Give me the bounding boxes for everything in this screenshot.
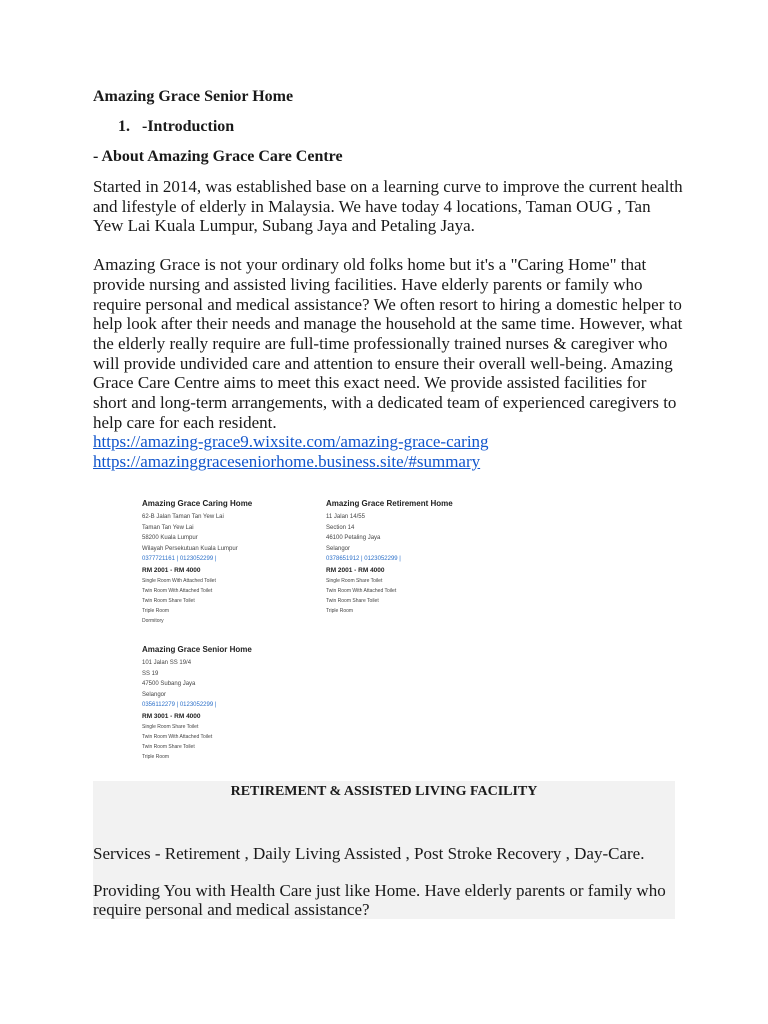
location-card (142, 644, 252, 762)
room-type: Triple Room (142, 753, 170, 760)
location-card (142, 498, 252, 626)
business-site-link[interactable]: https://amazinggraceseniorhome.business.site/#summary (93, 452, 481, 472)
price-range: RM 3001 - RM 4000 (142, 712, 201, 720)
address-line: 101 Jalan SS 19/4 (142, 660, 192, 666)
about-heading: - About Amazing Grace Care Centre (93, 148, 343, 165)
room-type: Single Room Share Toilet (326, 577, 383, 584)
address-line: Selangor (326, 545, 351, 552)
price-range: RM 2001 - RM 4000 (326, 566, 385, 574)
facility-title: RETIREMENT & ASSISTED LIVING FACILITY (230, 784, 538, 799)
phone-numbers: 0377721161 | 0123052299 | (142, 556, 217, 562)
address-line: 46100 Petaling Jaya (326, 535, 381, 541)
section-number: 1. (118, 118, 130, 135)
room-type: Triple Room (142, 607, 170, 614)
address-line: Taman Tan Yew Lai (142, 524, 194, 531)
room-type: Single Room Share Toilet (142, 723, 199, 730)
phone-numbers: 0378651912 | 0123052299 | (326, 556, 401, 562)
phone-numbers: 0356112279 | 0123052299 | (142, 702, 217, 708)
address-line: 58200 Kuala Lumpur (142, 535, 198, 541)
facility-section (93, 781, 675, 919)
room-type: Twin Room Share Toilet (142, 597, 195, 604)
room-type: Dormitory (142, 617, 164, 624)
room-type: Twin Room Share Toilet (142, 743, 195, 750)
price-range: RM 2001 - RM 4000 (142, 566, 201, 574)
address-line: 11 Jalan 14/55 (326, 514, 365, 520)
section-heading (93, 116, 683, 138)
address-line: Section 14 (326, 524, 355, 531)
location-name: Amazing Grace Retirement Home (326, 499, 453, 508)
room-type: Twin Room With Attached Toilet (142, 733, 213, 740)
address-line: 62-B Jalan Taman Tan Yew Lai (142, 514, 224, 520)
locations-image (136, 492, 480, 772)
intro-paragraph: Started in 2014, was established base on a learning curve to improve the current health and lifestyle of elderly in Malaysia. We have today 4 locations, Taman OUG , Tan Yew Lai Kuala Lumpur, Subang Jaya and Petaling Jaya. (93, 177, 683, 236)
room-type: Twin Room With Attached Toilet (142, 587, 213, 594)
description-paragraph: Amazing Grace is not your ordinary old folks home but it's a "Caring Home" that provide nursing and assisted living facilities. Have elderly parents or family who require personal and medical assistance? We often resort to hiring a domestic helper to help look after their needs and manage the household at the same time. However, what the elderly really require are full-time professionally trained nurses & caregiver who will provide undivided care and attention to ensure their overall well-being. Amazing Grace Care Centre aims to meet this exact need. We provide assisted facilities for short and long-term arrangements, with a dedicated team of experienced caregivers to help care for each resident. (93, 255, 683, 432)
location-card (326, 498, 453, 616)
location-name: Amazing Grace Senior Home (142, 645, 252, 654)
address-line: SS 19 (142, 670, 159, 677)
location-name: Amazing Grace Caring Home (142, 499, 253, 508)
address-line: Wilayah Persekutuan Kuala Lumpur (142, 545, 238, 552)
providing-text: Providing You with Health Care just like Home. Have elderly parents or family who require personal and medical assistance? (93, 881, 666, 919)
document-body (93, 86, 683, 472)
wixsite-link[interactable]: https://amazing-grace9.wixsite.com/amazing-grace-caring (93, 432, 489, 452)
room-type: Twin Room Share Toilet (326, 597, 379, 604)
document-title: Amazing Grace Senior Home (93, 88, 294, 105)
room-type: Twin Room With Attached Toilet (326, 587, 397, 594)
room-type: Single Room With Attached Toilet (142, 577, 216, 584)
section-label: -Introduction (142, 118, 235, 135)
address-line: Selangor (142, 691, 167, 698)
services-text: Services - Retirement , Daily Living Assisted , Post Stroke Recovery , Day-Care. (93, 844, 645, 863)
address-line: 47500 Subang Jaya (142, 681, 196, 687)
room-type: Triple Room (326, 607, 354, 614)
